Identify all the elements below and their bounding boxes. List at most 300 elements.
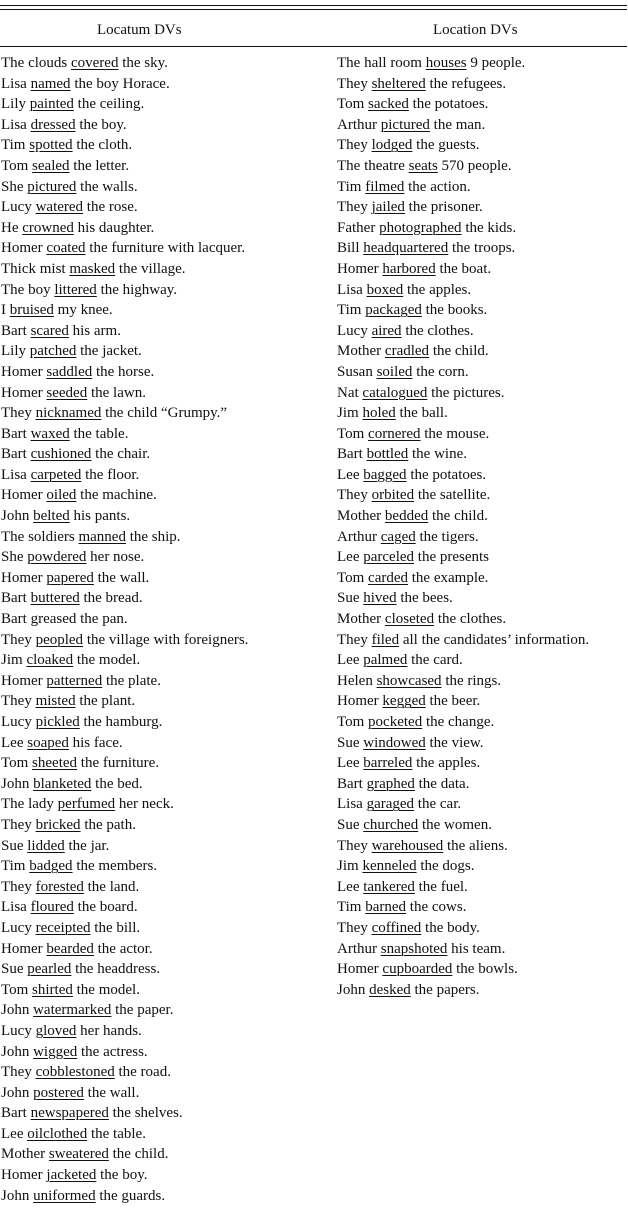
locatum-row [1,652,248,673]
sentence-end: the machine. [76,487,157,504]
sentence-end: the model. [72,981,140,998]
location-row [337,755,589,776]
locatum-row [1,529,248,550]
sentence-end: the bread. [79,590,143,607]
sentence-start: Jim [1,652,27,669]
denominal-verb: misted [35,693,76,710]
location-dvs-column [337,55,589,1002]
sentence-start: Bart [1,322,31,339]
denominal-verb: bricked [35,816,81,833]
sentence-end: the rings. [441,672,502,689]
location-row [337,796,589,817]
sentence-end: the board. [73,899,138,916]
sentence-end: the troops. [448,240,516,257]
denominal-verb: peopled [35,631,84,648]
sentence-start: She [1,549,28,566]
sentence-end: the pictures. [427,384,505,401]
sentence-end: the clothes. [434,611,507,628]
location-row [337,446,589,467]
locatum-row [1,1002,248,1023]
denominal-verb: buttered [30,590,80,607]
sentence-end: the prisoner. [404,199,483,216]
sentence-start: Thick mist [1,260,70,277]
sentence-start: Lee [337,878,364,895]
denominal-verb: lodged [371,137,413,154]
sentence-start: Mother [337,343,385,360]
locatum-row [1,508,248,529]
sentence-start: Lisa [1,899,31,916]
header-locatum-dvs: Locatum DVs [97,22,182,38]
sentence-start: They [337,75,372,92]
locatum-row [1,899,248,920]
locatum-row [1,714,248,735]
sentence-start: Bart [337,446,367,463]
denominal-verb: watermarked [33,1002,112,1019]
locatum-row [1,467,248,488]
location-row [337,343,589,364]
denominal-verb: bagged [363,466,407,483]
location-row [337,776,589,797]
denominal-verb: catalogued [362,384,428,401]
denominal-verb: warehoused [371,837,444,854]
location-row [337,55,589,76]
denominal-verb: carded [368,569,409,586]
denominal-verb: uniformed [33,1187,96,1204]
sentence-start: Tim [1,137,30,154]
location-row [337,879,589,900]
locatum-row [1,405,248,426]
denominal-verb: soaped [27,734,69,751]
sentence-end: the view. [425,734,484,751]
sentence-end: the boat. [435,260,492,277]
denominal-verb: pocketed [368,714,423,730]
denominal-verb: seats [408,157,438,174]
sentence-start: Lee [337,549,364,566]
top-rule-outer [0,5,627,6]
denominal-verb: postered [33,1084,84,1101]
denominal-verb: seeded [46,384,88,401]
denominal-verb: kegged [382,693,426,710]
denominal-verb: packaged [365,302,422,319]
sentence-start: Sue [337,734,364,751]
locatum-row [1,858,248,879]
sentence-end: the boy Horace. [70,75,170,92]
denominal-verb: pictured [27,178,77,195]
sentence-start: The theatre [337,157,409,174]
sentence-end: the potatoes. [406,466,487,483]
denominal-verb: bruised [9,302,54,319]
locatum-row [1,240,248,261]
sentence-start: Homer [1,363,47,380]
sentence-start: Tim [337,302,366,319]
denominal-verb: boxed [366,281,404,298]
denominal-verb: cushioned [30,446,92,463]
locatum-row [1,941,248,962]
denominal-verb: gloved [35,1022,77,1039]
denominal-verb: powdered [27,549,87,566]
locatum-row [1,1044,248,1065]
sentence-end: the highway. [96,281,178,298]
sentence-end: the ship. [125,528,181,545]
locatum-row [1,961,248,982]
sentence-end: the actor. [93,940,153,957]
sentence-start: Lisa [337,796,367,813]
sentence-end: the card. [407,652,463,669]
location-row [337,261,589,282]
sentence-end: his pants. [69,508,131,525]
sentence-end: his face. [68,734,123,751]
sentence-end: the land. [83,878,140,895]
sentence-end: the rose. [83,199,138,216]
location-row [337,323,589,344]
sentence-start: The boy [1,281,55,298]
sentence-start: The lady [1,796,58,813]
locatum-row [1,549,248,570]
sentence-end: the child. [429,343,489,360]
denominal-verb: cloaked [26,652,74,669]
sentence-start: She [1,178,28,195]
sentence-start: Tim [337,178,366,195]
sentence-start: Arthur [337,940,381,957]
sentence-start: John [1,1002,34,1019]
sentence-end: the boy. [96,1167,148,1184]
sentence-start: Lee [337,466,364,483]
location-row [337,632,589,653]
denominal-verb: patched [29,343,77,360]
sentence-start: Tim [1,858,30,875]
locatum-row [1,261,248,282]
denominal-verb: patterned [46,672,103,689]
sentence-end: my knee. [53,302,113,319]
denominal-verb: harbored [382,260,436,277]
sentence-start: John [1,1084,34,1101]
location-row [337,302,589,323]
denominal-verb: lidded [27,837,65,854]
sentence-end: the cows. [406,899,467,916]
sentence-start: Homer [1,940,47,957]
sentence-end: the clothes. [401,322,474,339]
locatum-row [1,199,248,220]
denominal-verb: headquartered [363,240,449,257]
locatum-row [1,76,248,97]
locatum-row [1,1167,248,1188]
location-row [337,96,589,117]
locatum-row [1,117,248,138]
sentence-end: the paper. [111,1002,174,1019]
denominal-verb: named [30,75,71,92]
locatum-row [1,1126,248,1147]
sentence-start: They [1,631,36,648]
denominal-verb: cobblestoned [35,1064,115,1081]
denominal-verb: badged [29,858,73,875]
sentence-end: the jacket. [76,343,142,360]
sentence-end: the actress. [77,1043,148,1060]
locatum-row [1,1105,248,1126]
sentence-start: Homer [1,569,47,586]
sentence-start: Tim [337,899,366,916]
sentence-end: the mouse. [420,425,490,442]
sentence-start: Homer [1,1167,47,1184]
sentence-end: the horse. [92,363,155,380]
locatum-row [1,776,248,797]
sentence-end: the village. [115,260,186,277]
sentence-end: her nose. [86,549,145,566]
sentence-end: the apples. [412,755,481,772]
denominal-verb: bearded [46,940,94,957]
sentence-end: the satellite. [414,487,491,504]
denominal-verb: papered [46,569,94,586]
location-row [337,590,589,611]
locatum-row [1,611,248,632]
sentence-end: the wall. [83,1084,140,1101]
sentence-end: the table. [87,1125,146,1142]
locatum-row [1,796,248,817]
denominal-verb: saddled [46,363,93,380]
sentence-start: I [1,302,10,319]
location-row [337,817,589,838]
sentence-start: Jim [337,858,363,875]
sentence-end: the hamburg. [79,714,163,730]
location-row [337,385,589,406]
header-rule [0,46,627,47]
sentence-end: the bees. [396,590,453,607]
sentence-start: Homer [337,961,383,978]
sentence-end: all the candidates’ information. [399,631,590,648]
denominal-verb: oiled [46,487,77,504]
location-row [337,240,589,261]
denominal-verb: forested [35,878,84,895]
denominal-verb: houses [425,55,467,71]
location-row [337,529,589,550]
header-location-dvs: Location DVs [433,22,518,38]
sentence-end: the floor. [81,466,140,483]
locatum-dvs-column [1,55,248,1208]
sentence-start: Nat [337,384,363,401]
sentence-start: Lisa [1,116,31,133]
sentence-end: the boy. [75,116,127,133]
locatum-row [1,982,248,1003]
location-row [337,570,589,591]
sentence-start: Lisa [1,75,31,92]
location-row [337,364,589,385]
sentence-end: the cloth. [72,137,133,154]
locatum-row [1,385,248,406]
location-row [337,858,589,879]
sentence-start: They [337,487,372,504]
denominal-verb: filed [371,631,400,648]
denominal-verb: soiled [376,363,413,380]
sentence-start: Lucy [1,1022,36,1039]
sentence-end: the walls. [76,178,138,195]
sentence-end: 570 people. [437,157,512,174]
sentence-end: the presents [414,549,490,566]
sentence-end: the headdress. [71,961,161,978]
sentence-end: the beer. [425,693,481,710]
sentence-start: Sue [337,590,364,607]
sentence-start: Homer [1,240,47,257]
sentence-end: the furniture with lacquer. [85,240,246,257]
sentence-end: the table. [69,425,129,442]
sentence-start: Homer [337,260,383,277]
denominal-verb: littered [54,281,97,298]
denominal-verb: graphed [366,775,415,792]
sentence-start: Lee [337,755,364,772]
sentence-start: Arthur [337,528,381,545]
sentence-start: Arthur [337,116,381,133]
locatum-row [1,323,248,344]
sentence-end: the furniture. [77,755,160,772]
sentence-start: Homer [1,384,47,401]
sentence-end: the refugees. [425,75,507,92]
sentence-start: Lee [1,734,28,751]
location-row [337,405,589,426]
locatum-row [1,673,248,694]
denominal-verb: palmed [363,652,408,669]
sentence-end: the car. [414,796,462,813]
locatum-row [1,137,248,158]
sentence-end: the papers. [410,981,480,998]
sentence-end: the women. [418,816,492,833]
sentence-end: the kids. [461,219,517,236]
sentence-start: They [1,405,36,422]
locatum-row [1,55,248,76]
sentence-end: the bed. [91,775,143,792]
sentence-start: Sue [337,816,364,833]
location-row [337,714,589,735]
location-row [337,693,589,714]
location-row [337,961,589,982]
sentence-start: Father [337,219,380,236]
denominal-verb: photographed [379,219,462,236]
denominal-verb: garaged [366,796,415,813]
locatum-row [1,446,248,467]
locatum-row [1,838,248,859]
sentence-end: the body. [421,919,480,936]
sentence-end: his team. [447,940,506,957]
sentence-start: The soldiers [1,528,79,545]
denominal-verb: waxed [30,425,70,442]
location-row [337,982,589,1003]
sentence-start: Homer [1,672,47,689]
denominal-verb: crowned [22,219,74,236]
location-row [337,426,589,447]
locatum-row [1,220,248,241]
denominal-verb: dressed [30,116,76,133]
denominal-verb: cradled [384,343,430,360]
locatum-row [1,920,248,941]
denominal-verb: snapshoted [380,940,448,957]
sentence-end: the model. [73,652,141,669]
denominal-verb: manned [78,528,126,545]
denominal-verb: shirted [32,981,73,998]
sentence-start: Homer [1,487,47,504]
denominal-verb: cornered [368,425,421,442]
denominal-verb: receipted [35,919,91,936]
location-row [337,117,589,138]
sentence-start: They [337,919,372,936]
sentence-start: John [1,775,34,792]
sentence-end: the data. [414,775,470,792]
location-row [337,282,589,303]
locatum-row [1,282,248,303]
sentence-end: the potatoes. [408,96,489,113]
denominal-verb: scared [30,322,69,339]
locatum-row [1,426,248,447]
denominal-verb: painted [29,96,74,113]
denominal-verb: parceled [363,549,415,566]
locatum-row [1,1023,248,1044]
sentence-start: Lucy [337,322,372,339]
locatum-row [1,302,248,323]
sentence-start: Lucy [1,199,36,216]
sentence-end: her hands. [76,1022,142,1039]
sentence-start: Bart [1,1105,31,1122]
denominal-verb: floured [30,899,74,916]
sentence-start: The hall room [337,55,426,71]
location-row [337,838,589,859]
sentence-start: He [1,219,23,236]
denominal-verb: aired [371,322,402,339]
denominal-verb: sheltered [371,75,426,92]
sentence-end: the chair. [91,446,151,463]
location-row [337,137,589,158]
location-row [337,220,589,241]
sentence-end: the corn. [412,363,469,380]
sentence-end: the action. [404,178,471,195]
sentence-start: They [337,199,372,216]
locatum-row [1,817,248,838]
denominal-verb: watered [35,199,84,216]
sentence-end: the wall. [93,569,150,586]
locatum-row [1,755,248,776]
locatum-row [1,1085,248,1106]
sentence-end: the apples. [403,281,472,298]
denominal-verb: jacketed [46,1167,97,1184]
denominal-verb: cupboarded [382,961,453,978]
sentence-start: Susan [337,363,377,380]
top-rule-inner [0,9,627,10]
sentence-end: 9 people. [466,55,526,71]
sentence-start: They [337,631,372,648]
locatum-row [1,487,248,508]
denominal-verb: desked [369,981,411,998]
location-row [337,467,589,488]
denominal-verb: jailed [371,199,405,216]
sentence-start: Tom [1,755,33,772]
sentence-end: the ball. [395,405,448,422]
sentence-start: Homer [337,693,383,710]
sentence-start: Sue [1,961,28,978]
sentence-start: They [337,837,372,854]
sentence-start: Lee [337,652,364,669]
locatum-row [1,179,248,200]
sentence-end: the shelves. [108,1105,183,1122]
sentence-start: They [337,137,372,154]
sentence-start: Tom [1,981,33,998]
locatum-row [1,632,248,653]
sentence-end: the change. [422,714,495,730]
sentence-end: the dogs. [416,858,475,875]
locatum-row [1,570,248,591]
sentence-start: The clouds [1,55,71,71]
sentence-start: Lisa [337,281,367,298]
denominal-verb: blanketed [33,775,92,792]
sentence-end: the plant. [75,693,136,710]
sentence-start: Lucy [1,714,36,730]
sentence-end: her neck. [115,796,174,813]
denominal-verb: carpeted [30,466,82,483]
denominal-verb: coated [46,240,86,257]
